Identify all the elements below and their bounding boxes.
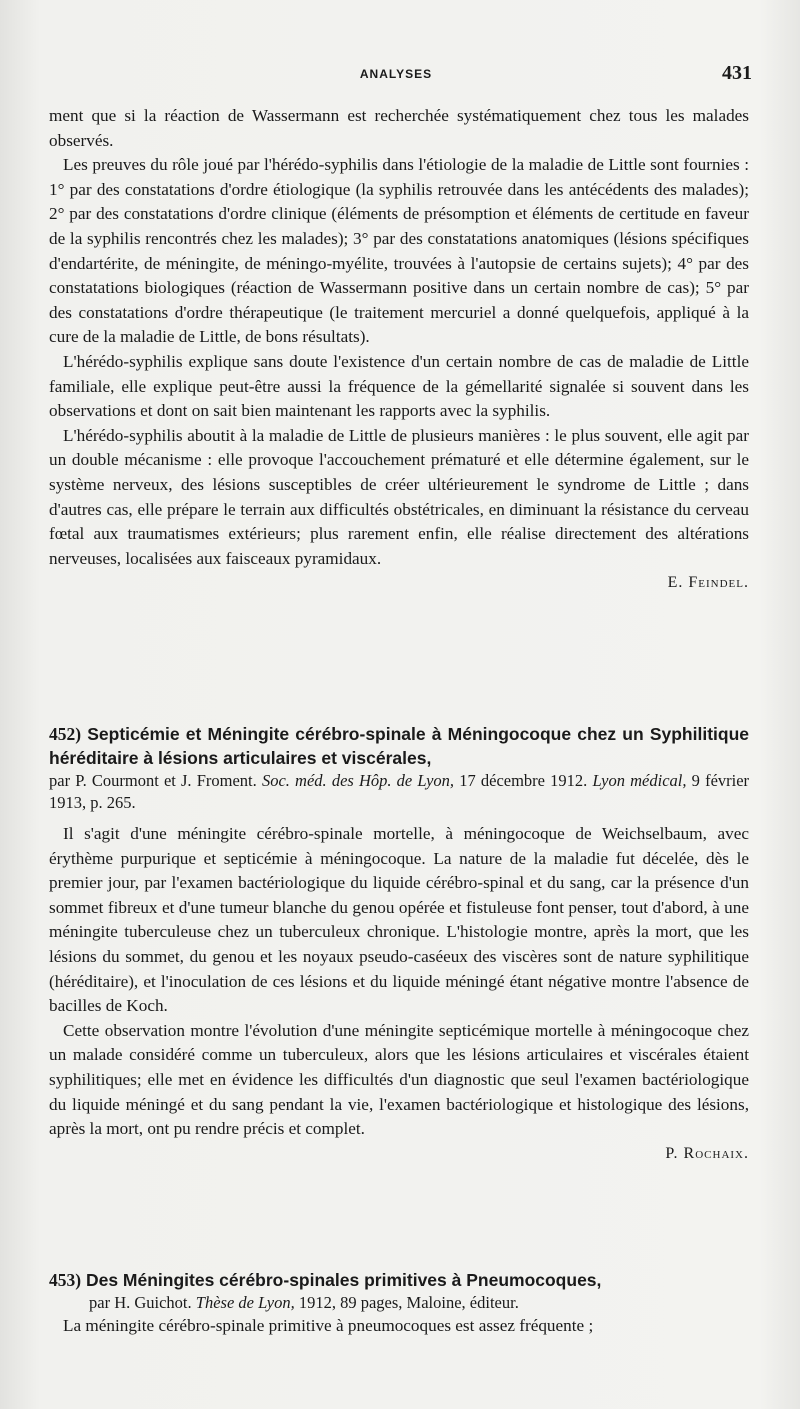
article-reference [49, 1292, 749, 1314]
running-head [40, 62, 752, 86]
reference-authors: par P. Courmont et J. Froment. [49, 771, 257, 790]
reference-date-2: 9 février 1913, p. 265. [49, 771, 750, 812]
page-number: 431 [722, 62, 752, 84]
article-number: 453) [49, 1270, 82, 1290]
article-452 [49, 722, 749, 1166]
article-title: Septicémie et Méningite cérébro-spinale à Méningocoque chez un Syphilitique héréditaire à lésions articulaires et viscérales, [49, 724, 749, 768]
reference-journal: Soc. méd. des Hôp. de Lyon, [261, 771, 455, 790]
article-453 [49, 1268, 749, 1339]
article-heading [49, 722, 749, 770]
section-little-disease [49, 104, 749, 596]
paragraph: Cette observation montre l'évolution d'une méningite septicémique mortelle à méningocoque chez un malade considéré comme un tuberculeux, alors que les lésions articulaires et viscérales étaient syphilitiques; elle met en évidence les difficultés d'un diagnostic que seul l'examen bactériologique du liquide méningé et du sang pendant la vie, l'examen bactériologique et histologique des lésions, après la mort, ont pu rendre précis et complet. [49, 1020, 749, 1139]
paragraph: Les preuves du rôle joué par l'hérédo-syphilis dans l'étiologie de la maladie de Little sont fournies : 1° par des constatations d'ordre étiologique (la syphilis retrouvée dans les antécédents des malades); 2° par des constatations d'ordre clinique (éléments de présomption et éléments de certitude en faveur de la syphilis rencontrés chez les malades); 3° par des constatations anatomiques (lésions spécifiques d'endartérite, de méningite, de méningo-myélite, trouvées à l'autopsie de certains sujets); 4° par des constatations biologiques (réaction de Wassermann positive dans un certain nombre de cas); 5° par des constatations d'ordre thérapeutique (le traitement mercuriel a donné quelquefois, appliqué à la cure de la maladie de Little, de bons résultats). [49, 155, 749, 347]
article-reference [49, 770, 749, 814]
reference-journal: Thèse de Lyon, [195, 1293, 295, 1312]
paragraph: L'hérédo-syphilis explique sans doute l'existence d'un certain nombre de cas de maladie de Little familiale, elle explique peut-être aussi la fréquence de la gémellarité signalée si souvent dans les observations et dont on sait bien maintenant les rapports avec la syphilis. [49, 351, 749, 421]
paragraph: La méningite cérébro-spinale primitive à pneumocoques est assez fréquente ; [63, 1316, 594, 1335]
running-title: ANALYSES [359, 67, 433, 81]
signature: P. Rochaix. [665, 1144, 749, 1162]
reference-details: 1912, 89 pages, Maloine, éditeur. [298, 1293, 519, 1312]
paragraph: ment que si la réaction de Wassermann est recherchée systématiquement chez tous les malades observés. [49, 106, 749, 150]
reference-date: 17 décembre 1912. [459, 771, 588, 790]
reference-authors: par H. Guichot. [89, 1293, 192, 1312]
paragraph: Il s'agit d'une méningite cérébro-spinale mortelle, à méningocoque de Weichselbaum, avec érythème purpurique et septicémie à méningocoque. La nature de la maladie fut décelée, dès le premier jour, par l'examen bactériologique du liquide cérébro-spinal et du sang, car la présence d'un sommet fibreux et d'une tumeur blanche du genou opérée et fistuleuse font penser, tout d'abord, à une méningite tuberculeuse chez un tuberculeux chronique. L'histologie montre, après la mort, que les lésions du sommet, du genou et les noyaux pseudo-caséeux des viscères sont de nature syphilitique (héréditaire), et l'inoculation de ces lésions et du liquide méningé étant négative montre l'absence de bacilles de Koch. [49, 824, 749, 1016]
signature: E. Feindel. [667, 574, 749, 592]
article-title: Des Méningites cérébro-spinales primitives à Pneumocoques, [85, 1270, 602, 1290]
reference-journal-2: Lyon médical, [592, 771, 687, 790]
paragraph: L'hérédo-syphilis aboutit à la maladie de Little de plusieurs manières : le plus souvent, elle agit par un double mécanisme : elle provoque l'accouchement prématuré et elle détermine également, sur le système nerveux, des lésions susceptibles de créer ultérieurement le syndrome de Little ; dans d'autres cas, elle prépare le terrain aux difficultés obstétricales, en diminuant la résistance du cerveau fœtal aux traumatismes extérieurs; plus rarement enfin, elle réalise directement des altérations nerveuses, localisées aux faisceaux pyramidaux. [49, 425, 749, 568]
article-heading [49, 1268, 749, 1292]
article-number: 452) [49, 724, 82, 744]
